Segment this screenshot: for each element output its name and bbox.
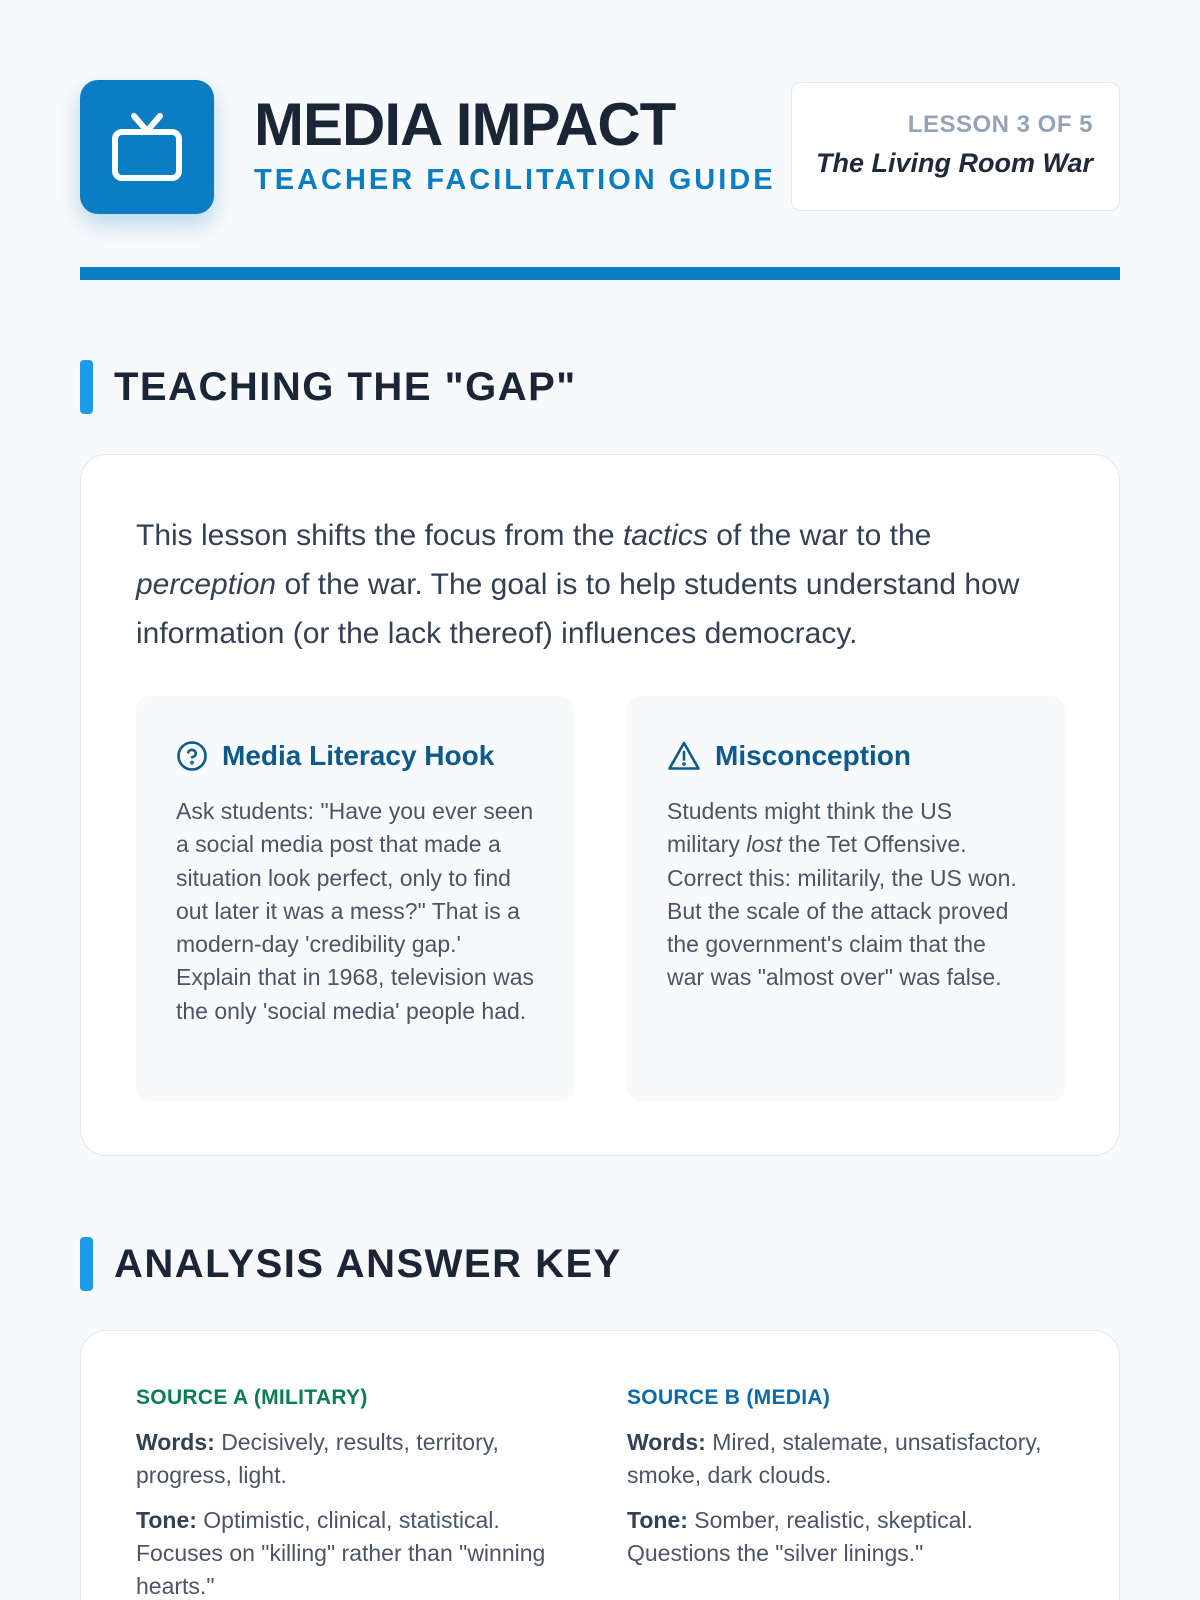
lesson-title: The Living Room War [815,148,1093,178]
warning-triangle-icon [667,740,701,772]
lesson-number: LESSON 3 OF 5 [907,111,1093,138]
source-a-words: Words: Decisively, results, territory, progress, light. [136,1429,499,1488]
intro-paragraph: This lesson shifts the focus from the tactics of the war to the perception of the war. The goal is to help students understand how information (or the lack thereof) influences democracy. [136,519,1020,650]
media-literacy-hook-box [136,696,574,1101]
question-circle-icon [176,740,208,772]
hook-title: Media Literacy Hook [222,740,495,771]
section-title: TEACHING THE "GAP" [114,365,577,409]
source-b-words: Words: Mired, stalemate, unsatisfactory, smoke, dark clouds. [627,1429,1042,1488]
lesson-badge [791,82,1120,211]
source-a-column [136,1385,566,1600]
section-accent-bar [80,1237,93,1291]
page-header [80,80,1120,215]
misconception-body: Students might think the US military lost the Tet Offensive. Correct this: militarily, the US won. But the scale of the attack proved the government's claim that the war was "almost over" was false. [667,798,1017,991]
title-block [254,91,776,196]
page-title: MEDIA IMPACT [254,91,676,158]
source-b-label: SOURCE B (MEDIA) [627,1386,831,1409]
source-b-column [627,1385,1057,1570]
header-divider [80,267,1120,280]
source-b-tone: Tone: Somber, realistic, skeptical. Questions the "silver linings." [627,1507,973,1566]
answer-key-card [80,1330,1120,1600]
section-accent-bar [80,360,93,414]
page-subtitle: TEACHER FACILITATION GUIDE [254,164,776,196]
hook-body: Ask students: "Have you ever seen a social media post that made a situation look perfect, only to find out later it was a mess?" That is a modern-day 'credibility gap.' Explain that in 1968, television was the only 'social media' people had. [176,798,534,1024]
source-a-label: SOURCE A (MILITARY) [136,1386,368,1409]
teaching-card [80,454,1120,1156]
misconception-box [627,696,1065,1101]
source-a-tone: Tone: Optimistic, clinical, statistical. Focuses on "killing" rather than "winning hearts." [136,1507,546,1599]
tv-icon [80,80,214,214]
misconception-title: Misconception [715,740,912,771]
section-title: ANALYSIS ANSWER KEY [114,1242,622,1286]
